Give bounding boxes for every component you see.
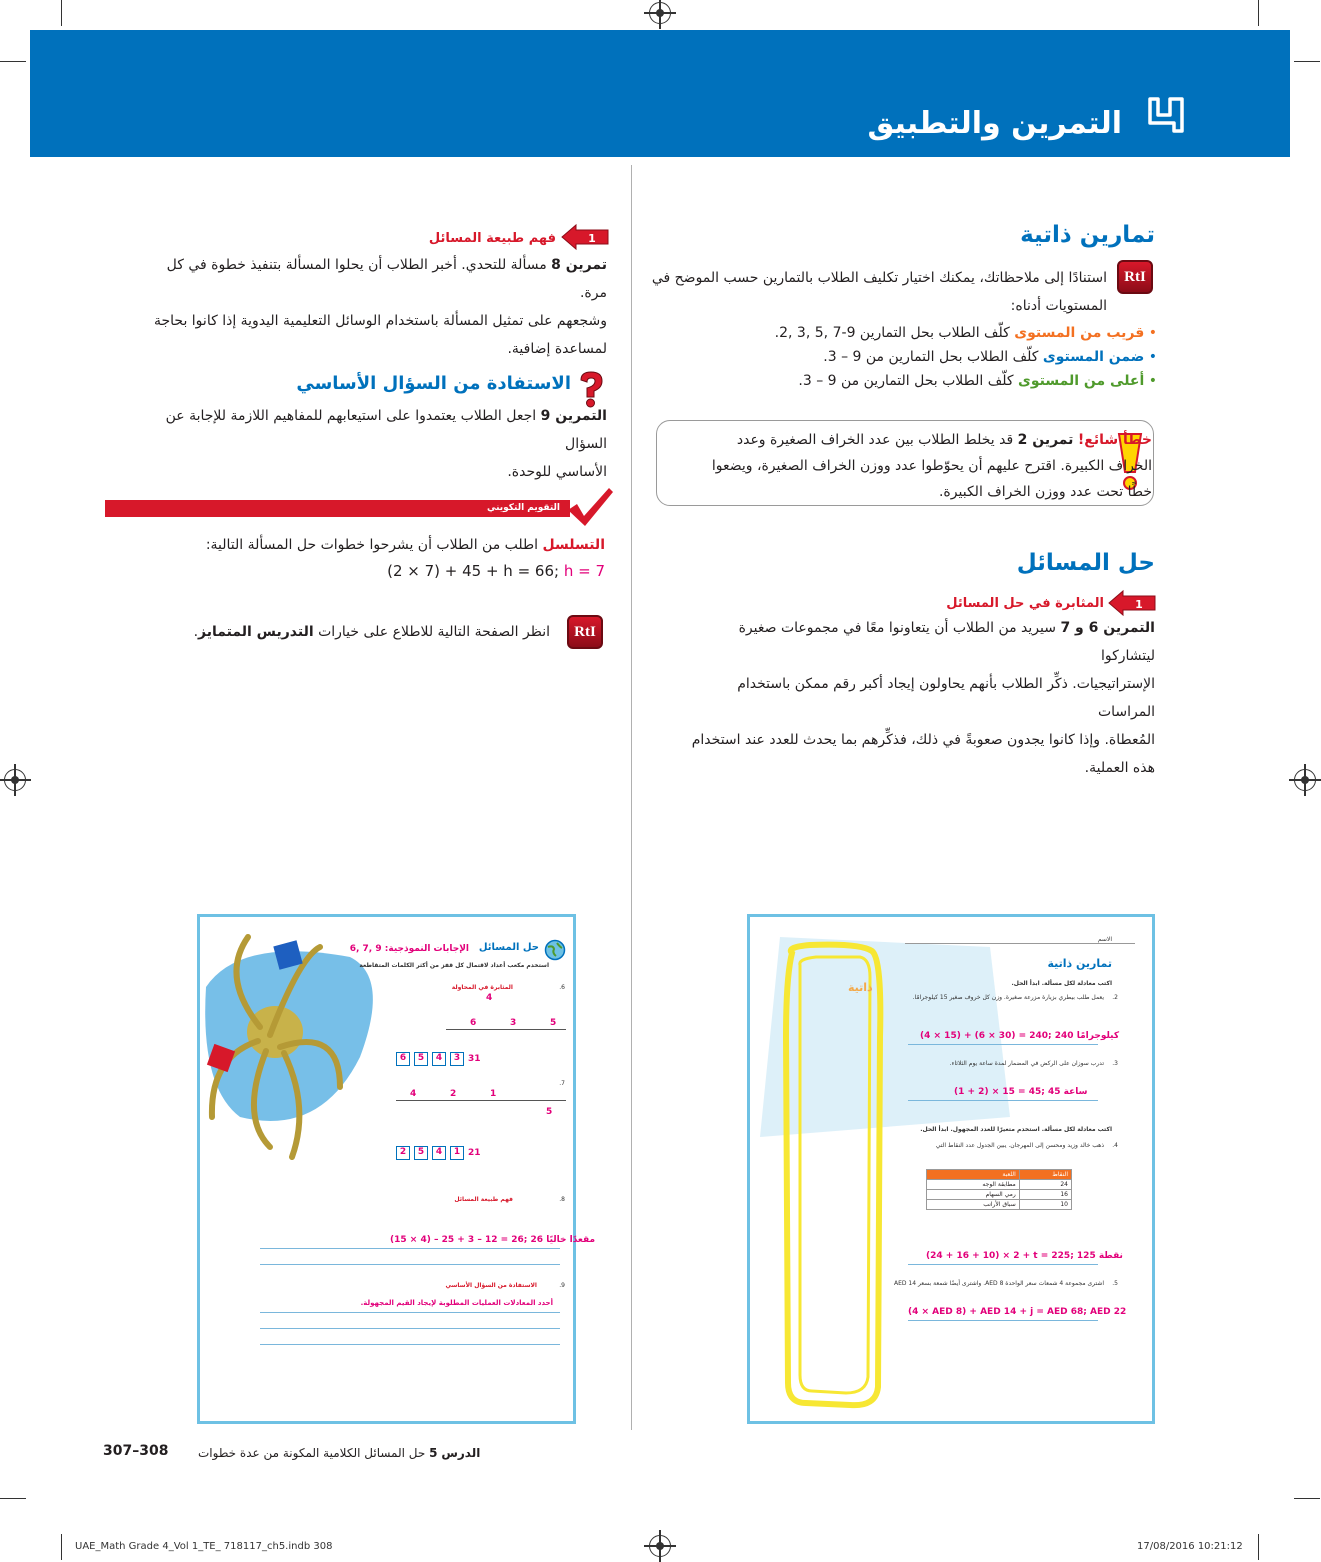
- globe-icon: [544, 939, 566, 961]
- thumb-answer: (24 + 16 + 10) × 2 + t = 225; 125 نقطة: [926, 1251, 1123, 1261]
- thumb-number-box: 4: [432, 1052, 446, 1066]
- level-item: • قريب من المستوى كلّف الطلاب بحل التمارين 9-7 ,5 ,3 ,2.: [774, 325, 1157, 341]
- thumb-number: 6: [470, 1018, 477, 1028]
- level-list: [737, 321, 1157, 393]
- octopus-illustration: [200, 917, 573, 1421]
- registration-mark-icon: [649, 1535, 671, 1557]
- thumb-number-box: 3: [450, 1052, 464, 1066]
- thumb-instruction: اكتب معادلة لكل مسألة. استخدم متغيرًا للعدد المجهول. ابدأ الحل.: [920, 1126, 1112, 1133]
- thumb-number: 1: [490, 1089, 497, 1099]
- thumb-side-label: ذاتية: [848, 981, 873, 994]
- level-item: • أعلى من المستوى كلّف الطلاب بحل التمارين من 9 – 3.: [798, 373, 1157, 389]
- thumb-answer: (15 × 4) – 25 + 3 – 12 = 26; 26 مقعدًا خاليًا: [390, 1235, 596, 1245]
- thumb-question-text: اشترى مجموعة 4 شمعات سعر الواحدة 8 AED. واشترى أيضًا شمعة بسعر 14 AED: [893, 1280, 1104, 1287]
- thumb-number-box: 1: [450, 1146, 464, 1160]
- file-slug: UAE_Math Grade 4_Vol 1_TE_ 718117_ch5.indb 308: [75, 1541, 333, 1552]
- thumb-points-table: [926, 1169, 1072, 1210]
- rti-note-text: انظر الصفحة التالية للاطلاع على خيارات التدريس المتمايز.: [193, 624, 550, 640]
- thumb-number-box: 2: [396, 1146, 410, 1160]
- thumb-number-box: 5: [414, 1052, 428, 1066]
- table-cell: 16: [1019, 1190, 1071, 1200]
- flag-arrow-icon: [560, 224, 610, 250]
- thumb-question-text: يعمل طلب بيطري بزيارة مزرعة صغيرة. وزن كل خروف صغير 15 كيلوجرامًا.: [912, 994, 1104, 1001]
- table-cell: 10: [1019, 1200, 1071, 1210]
- flag-arrow-icon: [1107, 590, 1157, 616]
- thumb-question-number: 7.: [559, 1080, 565, 1087]
- thumb-question-number: 5.: [1112, 1280, 1118, 1287]
- crop-mark: [61, 1534, 62, 1560]
- student-page-thumbnail: [197, 914, 596, 1424]
- thumb-question-number: 4.: [1112, 1142, 1118, 1149]
- rti-icon: RtI: [567, 615, 603, 649]
- thumb-name-label: الاسم: [1097, 936, 1112, 943]
- registration-mark-icon: [4, 769, 26, 791]
- understand-line: وشجعهم على تمثيل المسألة باستخدام الوسائل التعليمية اليدوية إذا كانوا بحاجة: [153, 313, 607, 329]
- formative-assessment-label: التقويم التكويني: [486, 503, 560, 513]
- thumb-question-number: 8.: [559, 1196, 565, 1203]
- thumb-number: 3: [510, 1018, 517, 1028]
- crop-mark: [61, 0, 62, 26]
- error-line: الخراف الكبيرة. اقترح عليهم أن يحوّطوا عدد ووزن الخراف الصغيرة، ويضعوا: [711, 458, 1152, 474]
- thumb-instruction: اكتب معادلة لكل مسألة. ابدأ الحل.: [1011, 980, 1112, 987]
- rti-icon: RtI: [1117, 260, 1153, 294]
- thumb-number-box: 4: [432, 1146, 446, 1160]
- page-numbers: 307–308: [103, 1443, 169, 1459]
- thumb-instruction: استخدم مكعب أعداد لاقتمال كل قفز من أكثر الكلمات المتقاطعة: [359, 962, 549, 969]
- thumb-question-number: 3.: [1112, 1060, 1118, 1067]
- thumb-answer: (4 × 15) + (6 × 30) = 240; 240 كيلوجرامًا: [920, 1031, 1120, 1041]
- crop-mark: [1258, 0, 1259, 26]
- thumb-question-number: 6.: [559, 984, 565, 991]
- chapter-number-icon: [1146, 95, 1186, 135]
- thumb-question-text: ذهب خالد وزيد ومحسن إلى المهرجان. يبين الجدول عدد النقاط التي: [935, 1142, 1104, 1149]
- crop-mark: [1294, 61, 1320, 62]
- thumb-number-box: 5: [414, 1146, 428, 1160]
- thumb-answer: أحدد المعادلات العمليات المطلوبة لإيجاد القيم المجهولة.: [360, 1299, 553, 1307]
- thumb-number-box: 6: [396, 1052, 410, 1066]
- problem-line: الإستراتيجيات. ذكِّر الطلاب بأنهم يحاولون إيجاد أكبر رقم ممكن باستخدام المراسات: [737, 676, 1155, 720]
- formative-answer: h = 7: [563, 562, 605, 580]
- essential-question-title: الاستفادة من السؤال الأساسي: [296, 373, 571, 394]
- thumb-question-number: 9.: [559, 1282, 565, 1289]
- chapter-title: التمرين والتطبيق: [867, 106, 1122, 141]
- thumb-number: 4: [486, 993, 493, 1003]
- column-divider: [631, 165, 632, 1430]
- problem-line: هذه العملية.: [1084, 760, 1155, 776]
- lesson-label: الدرس: [441, 1446, 481, 1460]
- svg-text:1: 1: [1135, 598, 1143, 611]
- thumb-answer: (1 + 2) × 15 = 45; 45 ساعة: [954, 1087, 1088, 1097]
- problem-line: المُعطاة. وإذا كانوا يجدون صعوبةً في ذلك، فذكِّرهم بما يحدث للعدد عند استخدام: [691, 732, 1155, 748]
- essential-line: الأساسي للوحدة.: [507, 464, 607, 480]
- problem-solving-text: التمرين 6 و 7 سيريد من الطلاب أن يتعاونوا معًا في مجموعات صغيرة ليتشاركوا الإستراتيجيات. ذكِّر الطلاب بأنهم يحاولون إيجاد أكبر رقم ممكن باستخدام المراسات المُعطاة. وإذا كانوا يجدون صعوبةً في ذلك، فذكِّرهم بما يحدث للعدد عند استخدام هذه العملية.: [685, 614, 1155, 782]
- thumb-question-label: الاستفادة من السؤال الأساسي: [445, 1282, 537, 1289]
- lesson-footer: [198, 1446, 480, 1460]
- lesson-title: حل المسائل الكلامية المكونة من عدة خطوات: [198, 1446, 426, 1460]
- thumb-number: 2: [450, 1089, 457, 1099]
- registration-mark-icon: [1294, 769, 1316, 791]
- date-slug: 17/08/2016 10:21:12: [1137, 1541, 1243, 1552]
- table-header-cell: النقاط: [1019, 1170, 1071, 1180]
- thumb-number: 5: [546, 1107, 553, 1117]
- formative-expression: (2 × 7) + 45 + h = 66;: [387, 562, 560, 580]
- crop-mark: [0, 1498, 26, 1499]
- svg-text:1: 1: [588, 232, 596, 245]
- essential-question-text: التمرين 9 اجعل الطلاب يعتمدوا على استيعابهم للمفاهيم اللازمة للإجابة عن السؤال الأساسي للوحدة.: [137, 402, 607, 486]
- crop-mark: [1258, 1534, 1259, 1560]
- thumb-number: 4: [410, 1089, 417, 1099]
- thumb-question-label: فهم طبيعة المسائل: [454, 1196, 513, 1203]
- self-practice-title: تمارين ذاتية: [1020, 222, 1155, 248]
- thumb-title: حل المسائل: [478, 942, 539, 953]
- student-page-thumbnail: [747, 914, 1155, 1424]
- intro-line: استنادًا إلى ملاحظاتك، يمكنك اختيار تكليف الطلاب بالتمارين حسب الموضح في: [651, 270, 1107, 286]
- understand-text: تمرين 8 مسألة للتحدي. أخبر الطلاب أن يحلوا المسألة بتنفيذ خطوة في كل مرة. وشجعهم على تمثيل المسألة باستخدام الوسائل التعليمية اليدوية إذا كانوا بحاجة لمساعدة إضافية.: [137, 251, 607, 363]
- table-cell: سباق الأرانب: [927, 1200, 1020, 1210]
- checkmark-icon: [565, 486, 615, 528]
- thumb-title: تمارين ذاتية: [1047, 957, 1112, 970]
- intro-line: المستويات أدناه:: [1010, 298, 1107, 314]
- formative-text: التسلسل اطلب من الطلاب أن يشرحوا خطوات حل المسألة التالية: (2 × 7) + 45 + h = 66; h = 7: [205, 537, 605, 580]
- understand-sublabel: فهم طبيعة المسائل: [428, 231, 556, 246]
- common-error-text: خطأ شائع! تمرين 2 قد يخلط الطلاب بين عدد الخراف الصغيرة وعدد الخراف الكبيرة. اقترح عليهم أن يحوّطوا عدد ووزن الخراف الصغيرة، ويضعوا خطًا تحت عدد ووزن الخراف الكبيرة.: [682, 427, 1152, 505]
- error-line: خطًا تحت عدد ووزن الخراف الكبيرة.: [938, 484, 1152, 500]
- thumb-result: 31: [468, 1054, 481, 1064]
- table-cell: مطابقة الوجه: [927, 1180, 1020, 1190]
- table-header-cell: اللعبة: [927, 1170, 1020, 1180]
- lesson-number: 5: [429, 1446, 438, 1460]
- thumb-equation-row: [396, 1051, 556, 1067]
- thumb-question-text: تدرب سوزان على الركض في المضمار لمدة ساعة يوم الثلاثاء.: [949, 1060, 1104, 1067]
- registration-mark-icon: [649, 2, 671, 24]
- level-item: • ضمن المستوى كلّف الطلاب بحل التمارين من 9 – 3.: [823, 349, 1157, 365]
- thumb-result: 21: [468, 1148, 481, 1158]
- thumb-model-answers: الإجابات النموذجية: 9 ,7 ,6: [349, 944, 469, 954]
- thumb-question-number: 2.: [1112, 994, 1118, 1001]
- self-practice-intro: [647, 264, 1107, 320]
- thumb-question-label: المثابرة في المحاولة: [451, 984, 513, 991]
- table-cell: رمي السهام: [927, 1190, 1020, 1200]
- crop-mark: [0, 61, 26, 62]
- problem-solving-sublabel: المثابرة في حل المسائل: [946, 596, 1104, 611]
- crop-mark: [1294, 1498, 1320, 1499]
- problem-solving-title: حل المسائل: [1016, 550, 1155, 576]
- thumb-number: 5: [550, 1018, 557, 1028]
- table-cell: 24: [1019, 1180, 1071, 1190]
- understand-line: لمساعدة إضافية.: [507, 341, 607, 357]
- thumb-answer: (4 × AED 8) + AED 14 + j = AED 68; AED 22: [908, 1307, 1127, 1317]
- thumb-equation-row: [396, 1145, 556, 1161]
